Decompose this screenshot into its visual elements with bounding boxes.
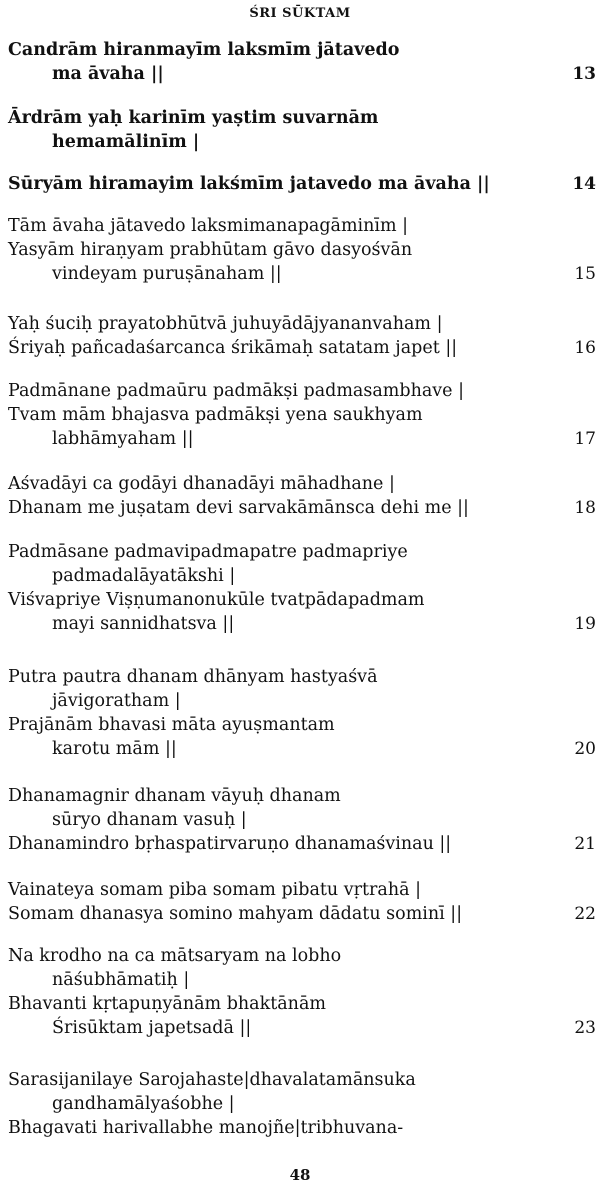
verse-10 [8,784,598,856]
verse-line [8,106,598,130]
verse-12 [8,944,598,1040]
verse-text: Śrisūktam japetsadā || [52,1018,252,1038]
verse-13 [8,1068,598,1140]
verse-line [8,472,598,496]
verse-text: Bhagavati harivallabhe manojñe|tribhuvana- [8,1118,404,1138]
verse-line [8,1016,598,1040]
verse-11 [8,878,598,926]
verse-text: Vainateya somam piba somam pibatu vṛtrahā | [8,880,421,900]
verse-text: Tvam mām bhajasva padmākṣi yena saukhyam [8,405,423,425]
verse-text: ma āvaha || [52,64,164,84]
verse-text: Dhanam me juṣatam devi sarvakāmānsca dehi me || [8,498,469,518]
verse-number: 20 [574,739,596,759]
verse-line [8,172,598,196]
verse-text: Dhanamagnir dhanam vāyuḥ dhanam [8,786,341,806]
verse-text: karotu mām || [52,739,177,759]
verse-line [8,665,598,689]
verse-number: 17 [574,429,596,449]
verse-2 [8,106,598,154]
verse-line [8,878,598,902]
verse-line [8,588,598,612]
verse-line [8,944,598,968]
verse-1 [8,38,598,86]
verse-text: labhāmyaham || [52,429,194,449]
verse-text: Na krodho na ca mātsaryam na lobho [8,946,342,966]
verse-line [8,1116,598,1140]
verse-line [8,564,598,588]
verse-text: Padmānane padmaūru padmākṣi padmasambhave | [8,381,464,401]
verse-6 [8,379,598,451]
verse-line [8,336,598,360]
verse-number: 22 [574,904,596,924]
verse-text: sūryo dhanam vasuḥ | [52,810,247,830]
verse-line [8,612,598,636]
verse-text: Yaḥ śuciḥ prayatobhūtvā juhuyādājyananvaham | [8,314,443,334]
verse-line [8,689,598,713]
verse-text: Bhavanti kṛtapuṇyānām bhaktānām [8,994,326,1014]
verse-number: 13 [572,64,596,84]
verse-text: Sūryām hiramayim lakśmīm jatavedo ma āvaha || [8,174,490,194]
verse-number: 23 [574,1018,596,1038]
verse-text: Putra pautra dhanam dhānyam hastyaśvā [8,667,378,687]
verse-line [8,238,598,262]
verse-line [8,262,598,286]
page-number: 48 [289,1166,311,1184]
verse-line [8,832,598,856]
verse-line [8,130,598,154]
verse-number: 19 [574,614,596,634]
verse-text: jāvigoratham | [52,691,181,711]
verse-line [8,62,598,86]
verse-text: Prajānām bhavasi māta ayuṣmantam [8,715,335,735]
verse-number: 14 [572,174,596,194]
verse-line [8,312,598,336]
verse-number: 15 [574,264,596,284]
verse-line [8,784,598,808]
verse-text: Candrām hiranmayīm laksmīm jātavedo [8,40,400,60]
verse-text: vindeyam puruṣānaham || [52,264,282,284]
verse-7 [8,472,598,520]
verse-line [8,902,598,926]
verse-text: hemamālinīm | [52,132,200,152]
verse-text: Śriyaḥ pañcadaśarcanca śrikāmaḥ satatam japet || [8,338,458,358]
verse-line [8,1092,598,1116]
verse-line [8,496,598,520]
verse-number: 18 [574,498,596,518]
verse-text: mayi sannidhatsva || [52,614,235,634]
verse-line [8,427,598,451]
verse-text: Aśvadāyi ca godāyi dhanadāyi māhadhane | [8,474,395,494]
verse-8 [8,540,598,636]
verse-line [8,713,598,737]
verse-line [8,968,598,992]
verse-text: Somam dhanasya somino mahyam dādatu sominī || [8,904,463,924]
verse-text: Tām āvaha jātavedo laksmimanapagāminīm | [8,216,409,236]
verse-text: Sarasijanilaye Sarojahaste|dhavalatamānsuka [8,1070,416,1090]
verse-text: Padmāsane padmavipadmapatre padmapriye [8,542,408,562]
verse-line [8,1068,598,1092]
verse-text: padmadalāyatākshi | [52,566,236,586]
verse-text: Yasyām hiraṇyam prabhūtam gāvo dasyośvān [8,240,413,260]
verse-line [8,992,598,1016]
verse-text: nāśubhāmatiḥ | [52,970,190,990]
verse-line [8,540,598,564]
verse-text: Ārdrām yaḥ karinīm yaṣtim suvarnām [8,108,379,128]
verse-line [8,38,598,62]
verse-line [8,214,598,238]
verse-4 [8,214,598,286]
verse-text: gandhamālyaśobhe | [52,1094,235,1114]
verse-9 [8,665,598,761]
verse-line [8,403,598,427]
verse-line [8,379,598,403]
verse-line [8,808,598,832]
verse-number: 21 [574,834,596,854]
verse-number: 16 [574,338,596,358]
verse-line [8,737,598,761]
verse-text: Viśvapriye Viṣṇumanonukūle tvatpādapadmam [8,590,425,610]
page-title: ŚRI SŪKTAM [249,6,351,21]
verse-text: Dhanamindro bṛhaspatirvaruṇo dhanamaśvinau || [8,834,452,854]
verse-3 [8,172,598,196]
verse-5 [8,312,598,360]
